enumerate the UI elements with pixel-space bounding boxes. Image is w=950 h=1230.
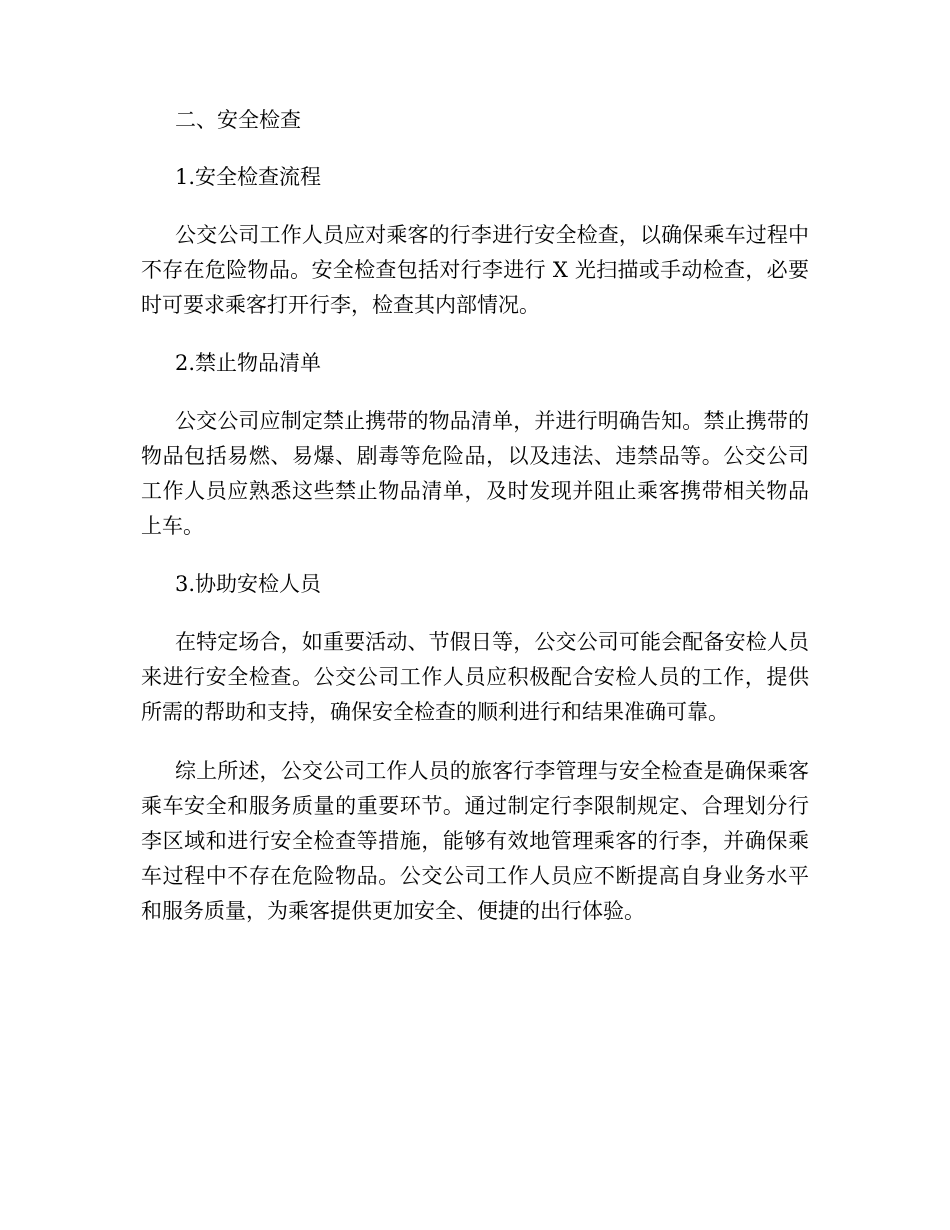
conclusion-paragraph: 综上所述，公交公司工作人员的旅客行李管理与安全检查是确保乘客乘车安全和服务质量的重要环节。通过制定行李限制规定、合理划分行李区域和进行安全检查等措施，能够有效地管理乘客的行李，并确保乘车过程中不存在危险物品。公交公司工作人员应不断提高自身业务水平和服务质量，为乘客提供更加安全、便捷的出行体验。 — [141, 759, 809, 923]
subsection-body-1: 公交公司工作人员应对乘客的行李进行安全检查，以确保乘车过程中不存在危险物品。安全检查包括对行李进行 X 光扫描或手动检查，必要时可要求乘客打开行李，检查其内部情况。 — [141, 223, 809, 317]
document-page — [141, 104, 809, 953]
subsection-title-3: 3.协助安检人员 — [175, 572, 322, 596]
subsection-body-2: 公交公司应制定禁止携带的物品清单，并进行明确告知。禁止携带的物品包括易燃、易爆、剧毒等危险品，以及违法、违禁品等。公交公司工作人员应熟悉这些禁止物品清单，及时发现并阻止乘客携带相关物品上车。 — [141, 409, 809, 538]
subsection-title-2: 2.禁止物品清单 — [175, 351, 322, 375]
section-title: 二、安全检查 — [175, 108, 301, 132]
subsection-title-1: 1.安全检查流程 — [175, 165, 322, 189]
subsection-body-3: 在特定场合，如重要活动、节假日等，公交公司可能会配备安检人员来进行安全检查。公交公司工作人员应积极配合安检人员的工作，提供所需的帮助和支持，确保安全检查的顺利进行和结果准确可靠。 — [141, 630, 809, 724]
